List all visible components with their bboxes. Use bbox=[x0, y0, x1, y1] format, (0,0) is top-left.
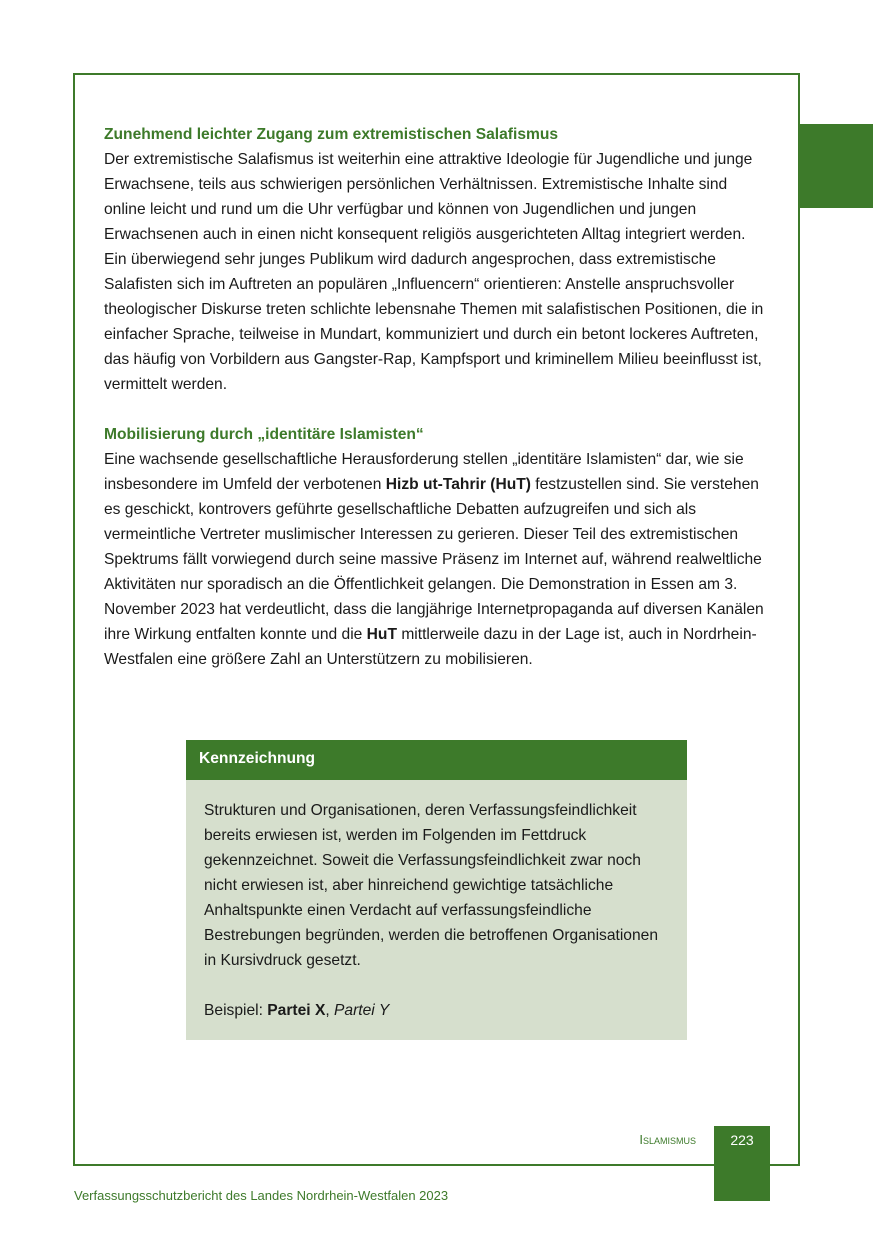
footer-section-label: Islamismus bbox=[639, 1132, 696, 1147]
section-body-identitaere bbox=[104, 447, 770, 672]
section-heading-identitaere: Mobilisierung durch „identitäre Islamisten“ bbox=[104, 426, 424, 443]
body-part-2: festzustellen sind. Sie verstehen es geschickt, kontrovers geführte gesellschaftliche Debatten aufzugreifen und sich als vermeintliche Vertreter muslimischer Interessen zu gerieren. Dieser Teil des extremistischen Spektrums fällt vorwiegend durch seine massive Präsenz im Internet auf, während realweltliche Aktivitäten nur sporadisch an die Öffentlichkeit gelangen. Die Demonstration in Essen am 3. November 2023 hat verdeutlicht, dass die langjährige Internetpropaganda auf diversen Kanälen ihre Wirkung entfalten konnte und die bbox=[104, 476, 764, 643]
infobox-text: Strukturen und Organisationen, deren Verfassungsfeindlichkeit bereits erwiesen ist, werden im Folgenden im Fettdruck gekennzeichnet. Soweit die Verfassungsfeindlichkeit zwar noch nicht erwiesen ist, aber hinreichend gewichtige tatsächliche Anhaltspunkte einen Verdacht auf verfassungsfeindliche Bestrebungen begründen, werden die betroffenen Organisationen in Kursivdruck gesetzt. bbox=[204, 802, 659, 969]
org-name-hut: HuT bbox=[366, 626, 397, 643]
body-part-3: mittlerweile dazu in der Lage ist, auch in Nordrhein-Westfalen eine größere Zahl an Unterstützern zu mobilisieren. bbox=[104, 626, 757, 668]
infobox-title: Kennzeichnung bbox=[186, 740, 687, 780]
example-italic: Partei Y bbox=[334, 1002, 390, 1019]
report-title: Verfassungsschutzbericht des Landes Nordrhein-Westfalen 2023 bbox=[74, 1188, 449, 1203]
infobox-example bbox=[204, 998, 669, 1023]
infobox-body bbox=[186, 780, 687, 1023]
main-content bbox=[104, 122, 770, 672]
page-number: 223 bbox=[730, 1132, 754, 1148]
example-separator: , bbox=[325, 1002, 335, 1019]
section-heading-salafismus: Zunehmend leichter Zugang zum extremistischen Salafismus bbox=[104, 126, 559, 143]
chapter-tab-marker bbox=[799, 124, 873, 208]
section-identitaere-islamisten bbox=[104, 422, 770, 672]
example-bold: Partei X bbox=[267, 1002, 326, 1019]
org-name-hizb-ut-tahrir: Hizb ut-Tahrir (HuT) bbox=[385, 476, 531, 493]
section-body-salafismus: Der extremistische Salafismus ist weiterhin eine attraktive Ideologie für Jugendliche und junge Erwachsene, teils aus schwierigen persönlichen Verhältnissen. Extremistische Inhalte sind online leicht und rund um die Uhr verfügbar und können von Jugendlichen und jungen Erwachsenen auch in einen nicht konsequent religiös ausgerichteten Alltag integriert werden. Ein überwiegend sehr junges Publikum wird dadurch angesprochen, dass extremistische Salafisten sich im Auftreten an populären „Influencern“ orientieren: Anstelle anspruchsvoller theologischer Diskurse treten schlichte lebensnahe Themen mit salafistischen Positionen, die in einfacher Sprache, teilweise in Mundart, kommuniziert und durch ein betont lockeres Auftreten, das häufig von Vorbildern aus Gangster-Rap, Kampfsport und kriminellem Milieu beeinflusst ist, vermittelt werden. bbox=[104, 151, 764, 393]
body-part-1: Eine wachsende gesellschaftliche Herausforderung stellen „identitäre Islamisten“ dar, wie sie insbesondere im Umfeld der verbotenen bbox=[104, 451, 744, 493]
kennzeichnung-infobox bbox=[186, 740, 687, 1040]
example-label: Beispiel: bbox=[204, 1002, 268, 1019]
page-number-box bbox=[714, 1126, 770, 1201]
